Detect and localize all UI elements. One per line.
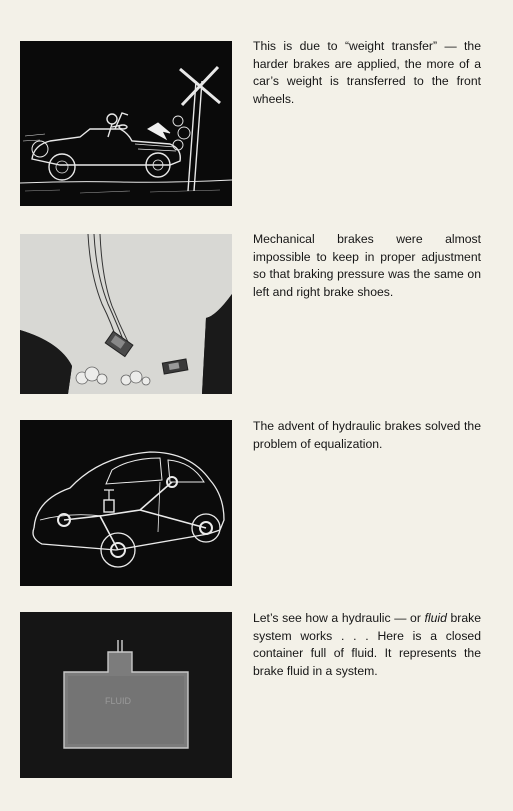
weight-transfer-drawing [20, 41, 232, 206]
weight-transfer-caption: This is due to “weight transfer” — the harder brakes are applied, the more of a car’s weight is transferred to the front wheels. [253, 39, 481, 106]
weight-transfer-illustration [20, 41, 232, 206]
fluid-label: FLUID [105, 696, 132, 706]
hydraulic-brakes-caption: The advent of hydraulic brakes solved the problem of equalization. [253, 419, 481, 451]
fluid-caption-part-2: brake system works . . . Here is a closed container full of fluid. It represents the brake fluid in a system. [253, 611, 482, 678]
fluid-caption-emphasis: fluid [424, 611, 447, 625]
fluid-caption-part-1: Let’s see how a hydraulic — or [253, 611, 425, 625]
mechanical-brakes-caption: Mechanical brakes were almost impossible to keep in proper adjustment so that braking pressure was the same on left and right brake shoes. [253, 232, 481, 299]
hydraulic-brakes-illustration [20, 420, 232, 586]
mechanical-brakes-drawing [20, 234, 232, 394]
fluid-caption [253, 610, 481, 680]
fluid-container-illustration [20, 612, 232, 778]
mechanical-brakes-illustration [20, 234, 232, 394]
beetle-drawing [20, 420, 232, 586]
fluid-container-drawing [20, 612, 232, 778]
